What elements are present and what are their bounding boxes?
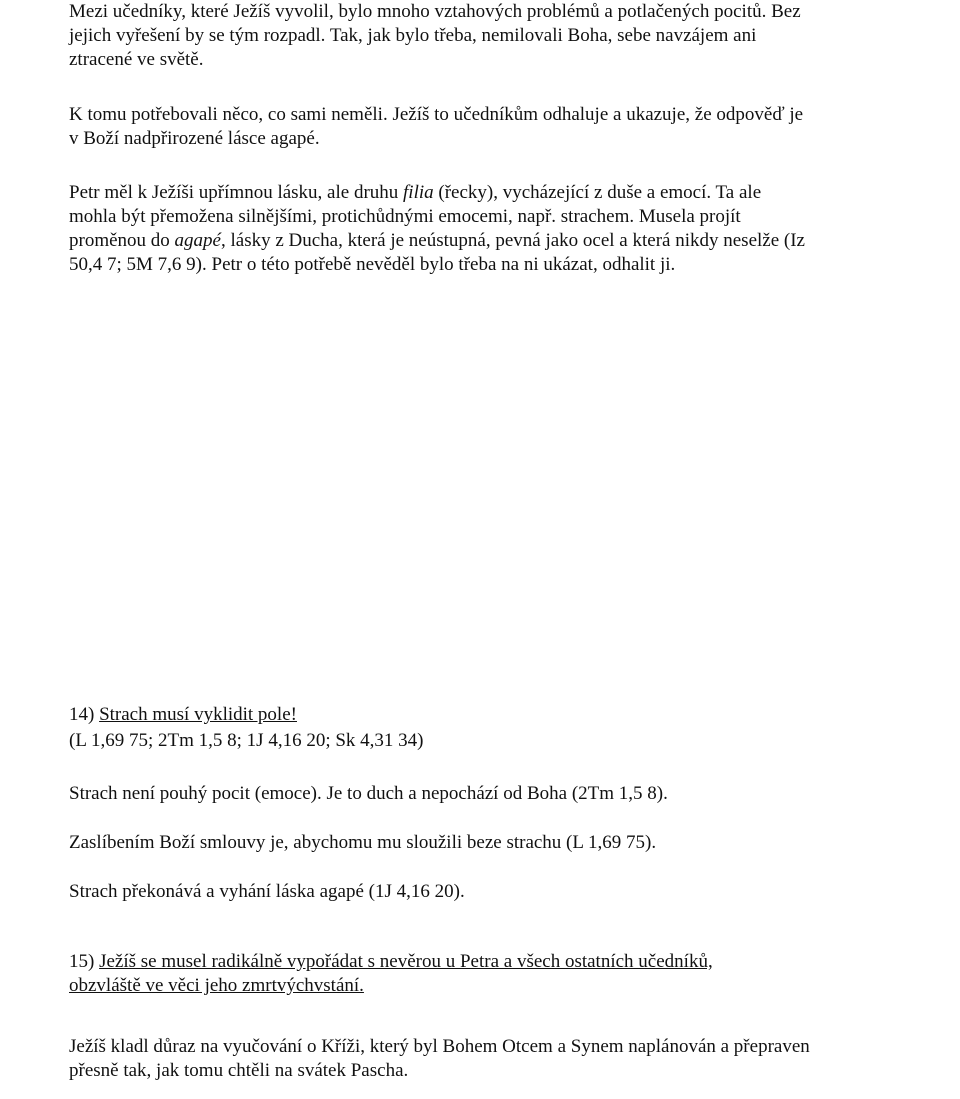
section-number: 14) <box>69 704 100 725</box>
section-14-text-2 <box>69 831 959 855</box>
text-line: Mezi učedníky, které Ježíš vyvolil, bylo mnoho vztahových problémů a potlačených pocitů. Bez <box>69 1 801 22</box>
text-line <box>69 229 959 253</box>
paragraph-intro <box>69 0 959 72</box>
section-15-paragraph-1 <box>69 1035 959 1083</box>
section-14-text-1 <box>69 782 959 806</box>
section-14-heading-block <box>69 703 959 727</box>
text-line: 50,4 7; 5M 7,6 9). Petr o této potřebě nevěděl bylo třeba na ni ukázat, odhalit ji. <box>69 254 676 275</box>
text-line: ztracené ve světě. <box>69 49 204 70</box>
italic-term: filia <box>403 182 434 203</box>
text-line: Strach překonává a vyhání láska agapé (1J 4,16 20). <box>69 881 465 902</box>
text-line: mohla být přemožena silnějšími, protichůdnými emocemi, např. strachem. Musela projít <box>69 206 741 227</box>
text-line: (L 1,69 75; 2Tm 1,5 8; 1J 4,16 20; Sk 4,31 34) <box>69 730 424 751</box>
section-title-continued: obzvláště ve věci jeho zmrtvýchvstání. <box>69 975 364 996</box>
section-heading <box>69 950 959 974</box>
section-number: 15) <box>69 951 100 972</box>
text-run: , lásky z Ducha, která je neústupná, pevná jako ocel a která nikdy neselže (Iz <box>220 230 805 251</box>
text-line <box>69 181 959 205</box>
text-line: Ježíš kladl důraz na vyučování o Kříži, který byl Bohem Otcem a Synem naplánován a přepraven <box>69 1036 810 1057</box>
text-run: (řecky), vycházející z duše a emocí. Ta ale <box>433 182 762 203</box>
section-heading <box>69 703 959 727</box>
section-15-heading-block <box>69 950 959 998</box>
section-14-text-3 <box>69 880 959 904</box>
section-title: Strach musí vyklidit pole! <box>99 704 297 725</box>
paragraph-need <box>69 103 959 151</box>
text-line: v Boží nadpřirozené lásce agapé. <box>69 128 320 149</box>
text-line: jejich vyřešení by se tým rozpadl. Tak, jak bylo třeba, nemilovali Boha, sebe navzájem ani <box>69 25 757 46</box>
italic-term: agapé <box>174 230 221 251</box>
section-title: Ježíš se musel radikálně vypořádat s nevěrou u Petra a všech ostatních učedníků, <box>99 951 713 972</box>
text-line: Zaslíbením Boží smlouvy je, abychomu mu sloužili beze strachu (L 1,69 75). <box>69 832 657 853</box>
text-line: přesně tak, jak tomu chtěli na svátek Pascha. <box>69 1060 409 1081</box>
text-line: K tomu potřebovali něco, co sami neměli. Ježíš to učedníkům odhaluje a ukazuje, že odpověď je <box>69 104 804 125</box>
text-run: proměnou do <box>69 230 175 251</box>
text-run: Petr měl k Ježíši upřímnou lásku, ale druhu <box>69 182 404 203</box>
section-14-refs <box>69 729 959 753</box>
text-line: Strach není pouhý pocit (emoce). Je to duch a nepochází od Boha (2Tm 1,5 8). <box>69 783 668 804</box>
paragraph-peter <box>69 181 959 277</box>
